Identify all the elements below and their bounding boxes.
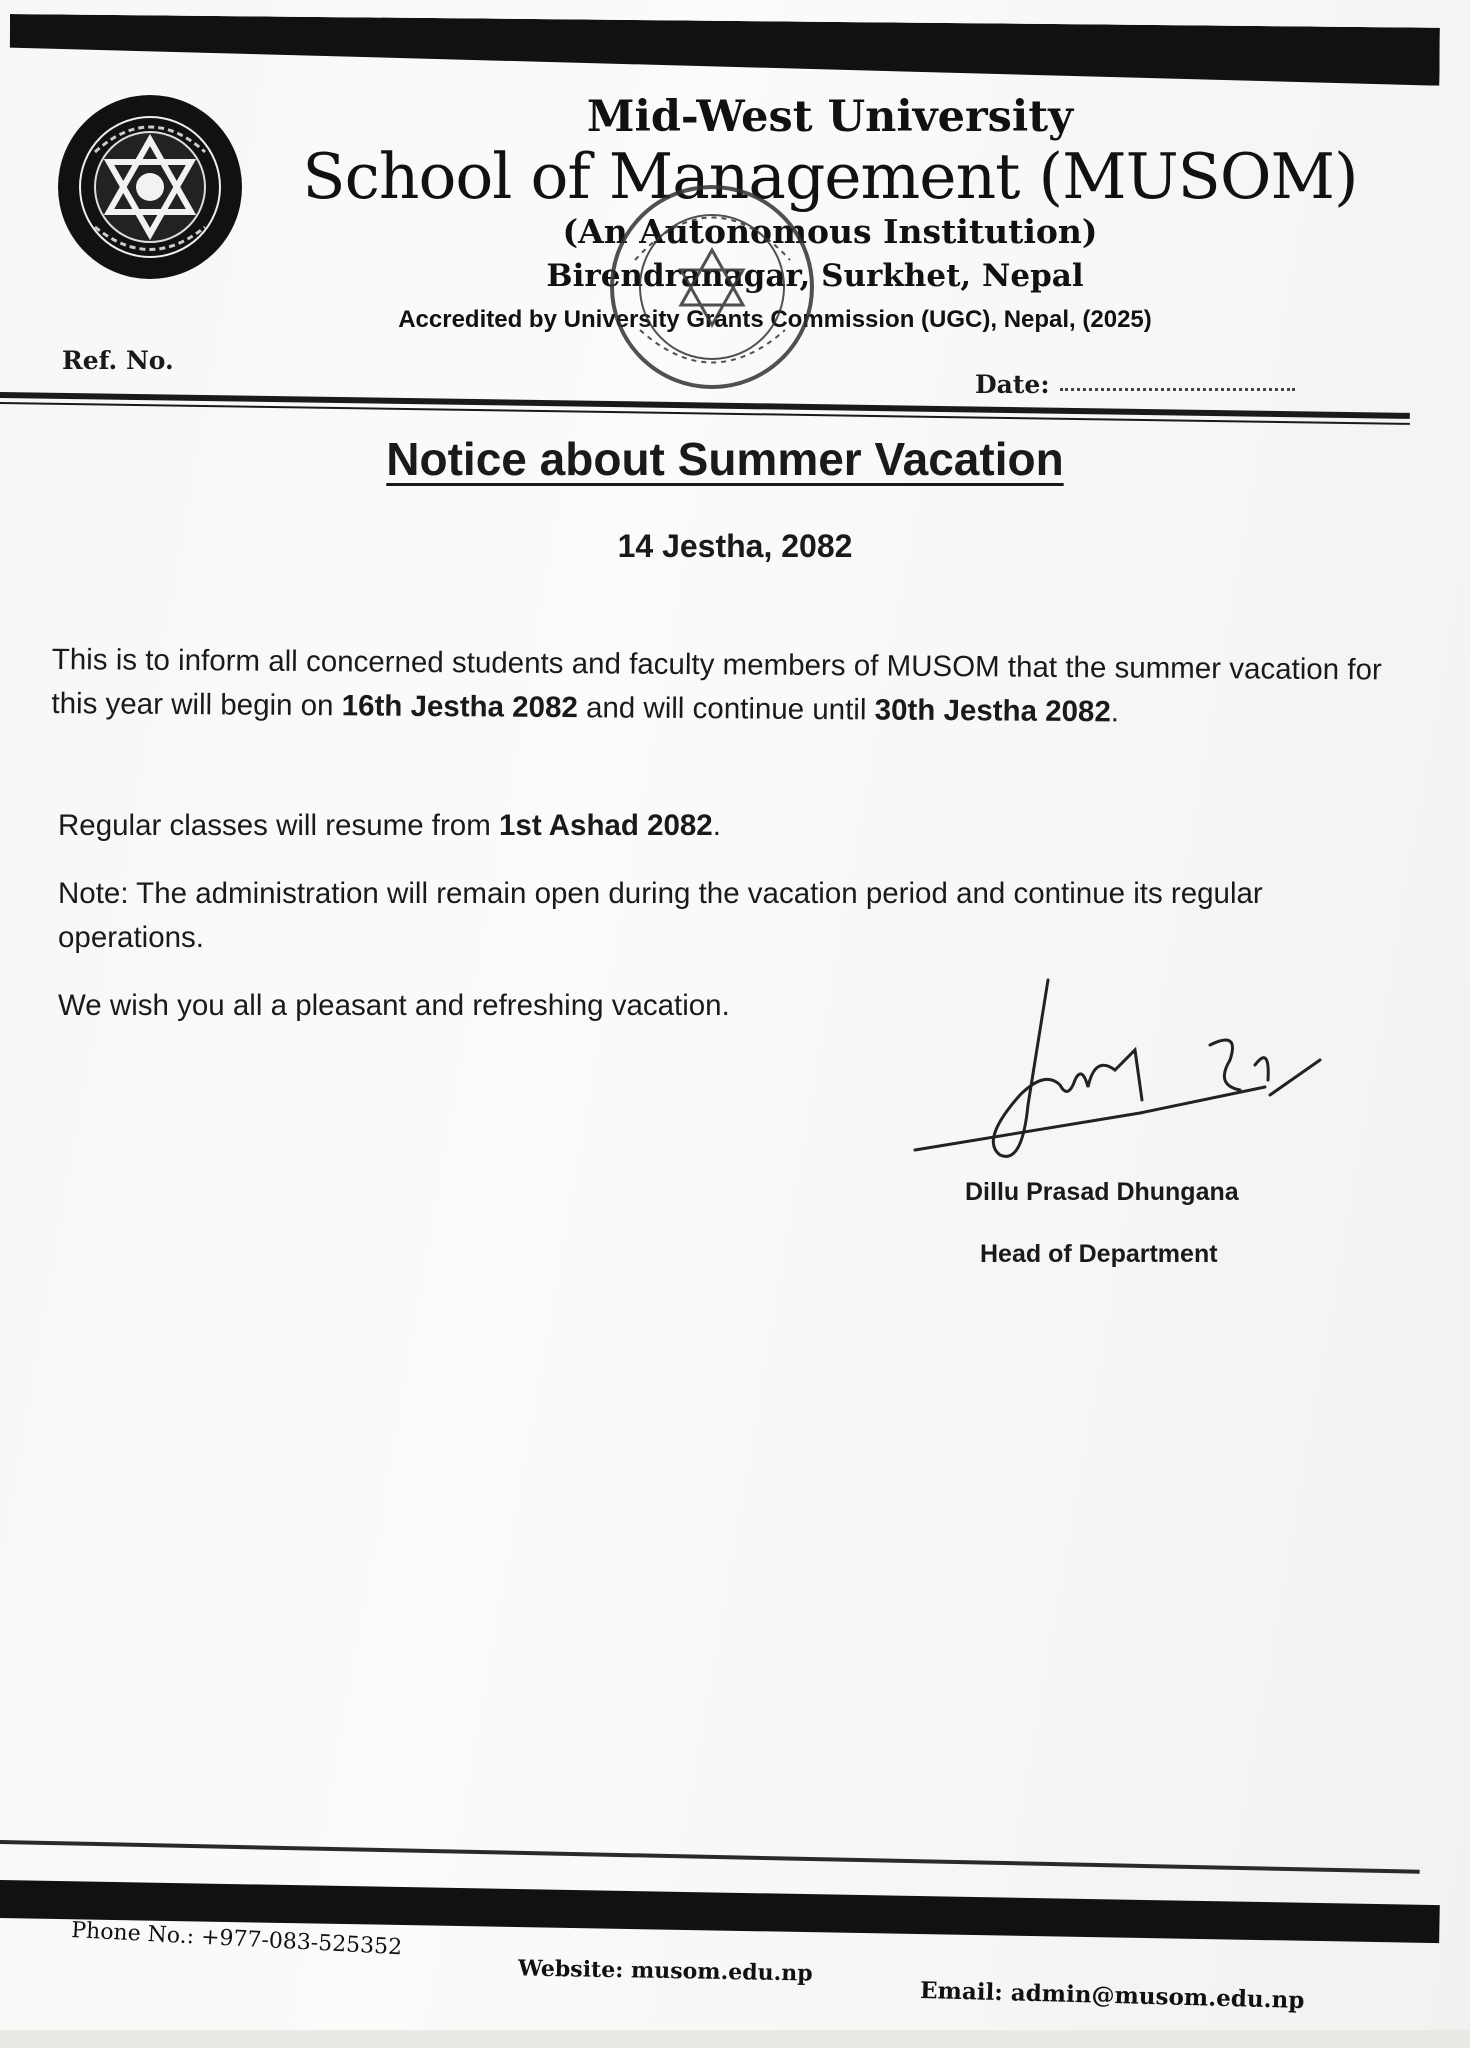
- university-name: Mid-West University: [586, 92, 1074, 142]
- institution-status: (An Autonomous Institution): [562, 212, 1098, 251]
- accreditation-line: Accredited by University Grants Commission (UGC), Nepal, (2025): [398, 306, 1152, 333]
- resume-date: 1st Ashad 2082: [499, 809, 713, 842]
- official-stamp: [605, 180, 820, 395]
- notice-paragraph-wishes: We wish you all a pleasant and refreshing vacation.: [58, 989, 730, 1022]
- notice-date: 14 Jestha, 2082: [617, 528, 853, 564]
- school-name: School of Management (MUSOM): [302, 140, 1358, 213]
- paragraph-text: Regular classes will resume from: [58, 809, 499, 842]
- top-border-bar: [9, 14, 1439, 86]
- footer-phone: Phone No.: +977-083-525352: [70, 1918, 403, 1961]
- paragraph-text: and will continue until: [577, 691, 875, 727]
- notice-title: Notice about Summer Vacation: [386, 433, 1064, 485]
- paragraph-text: This is to inform all concerned students and faculty members of MUSOM that the summer vacation for this year will begin on: [51, 642, 1382, 723]
- notice-paragraph-resume: [58, 804, 1388, 848]
- signatory-title: Head of Department: [980, 1240, 1218, 1268]
- handwritten-signature: [910, 975, 1360, 1175]
- signatory-name: Dillu Prasad Dhungana: [965, 1178, 1239, 1206]
- date-label: Date:: [975, 370, 1050, 399]
- paragraph-text: .: [712, 809, 721, 842]
- vacation-end-date: 30th Jestha 2082: [874, 693, 1111, 729]
- page-bottom-edge: [0, 2030, 1470, 2048]
- paragraph-text: .: [1110, 695, 1120, 729]
- vacation-start-date: 16th Jestha 2082: [341, 689, 578, 725]
- footer-rule: [0, 1840, 1420, 1874]
- reference-number-label: Ref. No.: [62, 346, 174, 375]
- footer-website: Website: musom.edu.np: [517, 1955, 813, 1987]
- notice-paragraph-vacation: [51, 638, 1382, 736]
- footer-email: Email: admin@musom.edu.np: [919, 1976, 1305, 2015]
- notice-paragraph-note: Note: The administration will remain open during the vacation period and continue its regular operations.: [58, 877, 1263, 954]
- date-blank-line: [1060, 388, 1295, 391]
- institution-location: Birendranagar, Surkhet, Nepal: [546, 258, 1084, 294]
